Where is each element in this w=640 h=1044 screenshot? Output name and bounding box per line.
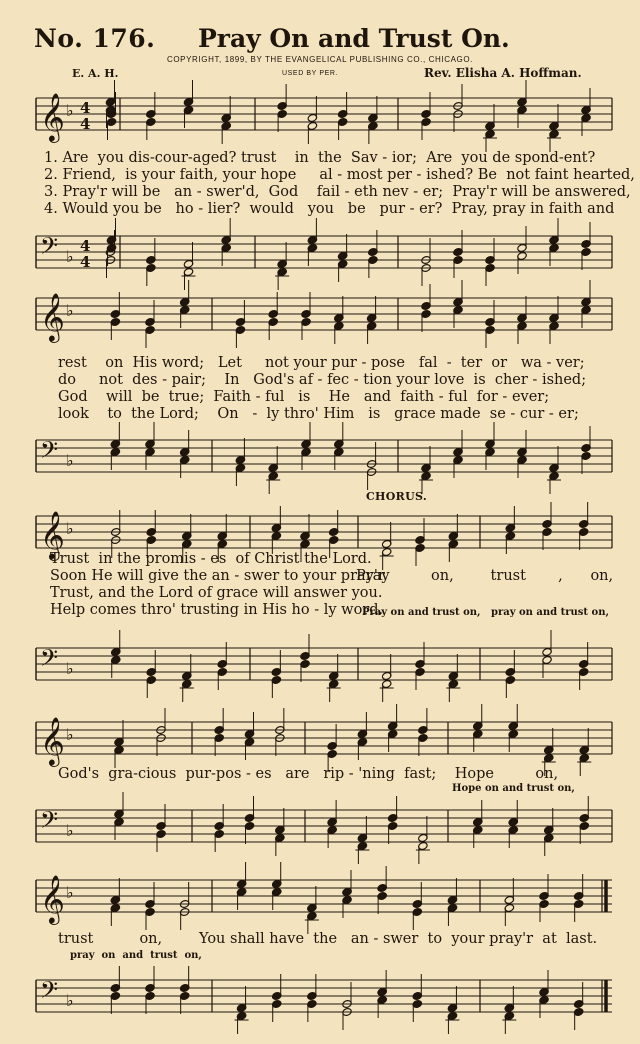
svg-text:4: 4 [80, 115, 91, 133]
system-2-treble-staff [0, 288, 640, 344]
system-3-verse-3: Trust, and the Lord of grace will answer you. [50, 585, 383, 601]
system-1-verse-3: 3. Pray'r will be an - swer'd, God fail - eth nev - er; Pray'r will be answered, [44, 184, 631, 200]
system-1-treble-staff [0, 88, 640, 144]
system-4-alto-line: Hope on and trust on, [452, 783, 575, 794]
copyright-notice: COPYRIGHT, 1899, BY THE EVANGELICAL PUBLISHING CO., CHICAGO. [166, 55, 473, 64]
svg-text:𝄢: 𝄢 [40, 806, 59, 839]
svg-text:𝄢: 𝄢 [40, 436, 59, 469]
system-2-verse-2: do not des - pair; In God's af - fec - tion your love is cher - ished; [58, 372, 587, 388]
system-3-verse-1: Trust in the promis - es of Christ the Lord. [50, 551, 372, 567]
system-3-verse-4: Help comes thro' trusting in His ho - ly word. [50, 602, 384, 618]
system-4-treble-staff [0, 712, 640, 768]
svg-text:4: 4 [80, 237, 91, 255]
system-4-bass-staff [0, 800, 640, 856]
system-1-verse-4: 4. Would you be ho - lier? would you be pur - er? Pray, pray in faith and [44, 201, 615, 217]
svg-text:𝄢: 𝄢 [40, 976, 59, 1009]
svg-text:♭: ♭ [66, 519, 74, 538]
used-by-permission: USED BY PER. [282, 70, 339, 77]
svg-text:𝄢: 𝄢 [40, 644, 59, 677]
system-1-verse-1: 1. Are you dis-cour-aged? trust in the Sav - ior; Are you de spond-ent? [44, 150, 596, 166]
chorus-alto-line: Pray on and trust on, pray on and trust on, [362, 607, 609, 618]
system-2-verse-4: look to the Lord; On - ly thro' Him is grace made se - cur - er; [58, 406, 579, 422]
lyricist-initials: E. A. H. [72, 67, 119, 80]
svg-text:𝄞: 𝄞 [40, 510, 65, 559]
svg-text:♭: ♭ [66, 247, 74, 266]
svg-text:4: 4 [80, 253, 91, 271]
system-5-lyric: trust on, You shall have the an - swer to your pray'r at last. [58, 931, 598, 947]
svg-text:♭: ♭ [66, 451, 74, 470]
svg-text:𝄞: 𝄞 [40, 92, 65, 141]
system-4-lyric: God's gra-cious pur-pos - es are rip - 'ning fast; Hope on, [58, 766, 559, 782]
svg-text:𝄢: 𝄢 [40, 232, 59, 265]
system-2-bass-staff [0, 430, 640, 486]
composer-name: Rev. Elisha A. Hoffman. [424, 66, 582, 80]
hymn-number: No. 176. [34, 24, 156, 53]
system-5-alto-line: pray on and trust on, [70, 950, 202, 961]
system-5-bass-staff [0, 970, 640, 1026]
svg-text:♭: ♭ [66, 659, 74, 678]
system-2-verse-1: rest on His word; Let not your pur - pose fal - ter or wa - ver; [58, 355, 585, 371]
chorus-soprano-line: Pray on, trust , on, [356, 568, 614, 584]
system-3-verse-2: Soon He will give the an - swer to your pray'r. [50, 568, 388, 584]
system-5-treble-staff [0, 870, 640, 926]
svg-text:4: 4 [80, 99, 91, 117]
svg-text:♭: ♭ [66, 883, 74, 902]
svg-text:♭: ♭ [66, 725, 74, 744]
system-2-verse-3: God will be true; Faith - ful is He and faith - ful for - ever; [58, 389, 550, 405]
svg-text:𝄞: 𝄞 [40, 874, 65, 923]
chorus-label: CHORUS. [366, 490, 427, 503]
system-1-bass-staff [0, 226, 640, 282]
system-3-bass-staff [0, 638, 640, 694]
hymn-title: Pray On and Trust On. [198, 24, 510, 53]
svg-text:♭: ♭ [66, 301, 74, 320]
svg-text:𝄞: 𝄞 [40, 292, 65, 341]
system-1-verse-2: 2. Friend, is your faith, your hope al - most per - ished? Be not faint hearted, [44, 167, 635, 183]
svg-text:♭: ♭ [66, 101, 74, 120]
svg-text:♭: ♭ [66, 991, 74, 1010]
svg-text:𝄞: 𝄞 [40, 716, 65, 765]
svg-text:♭: ♭ [66, 821, 74, 840]
